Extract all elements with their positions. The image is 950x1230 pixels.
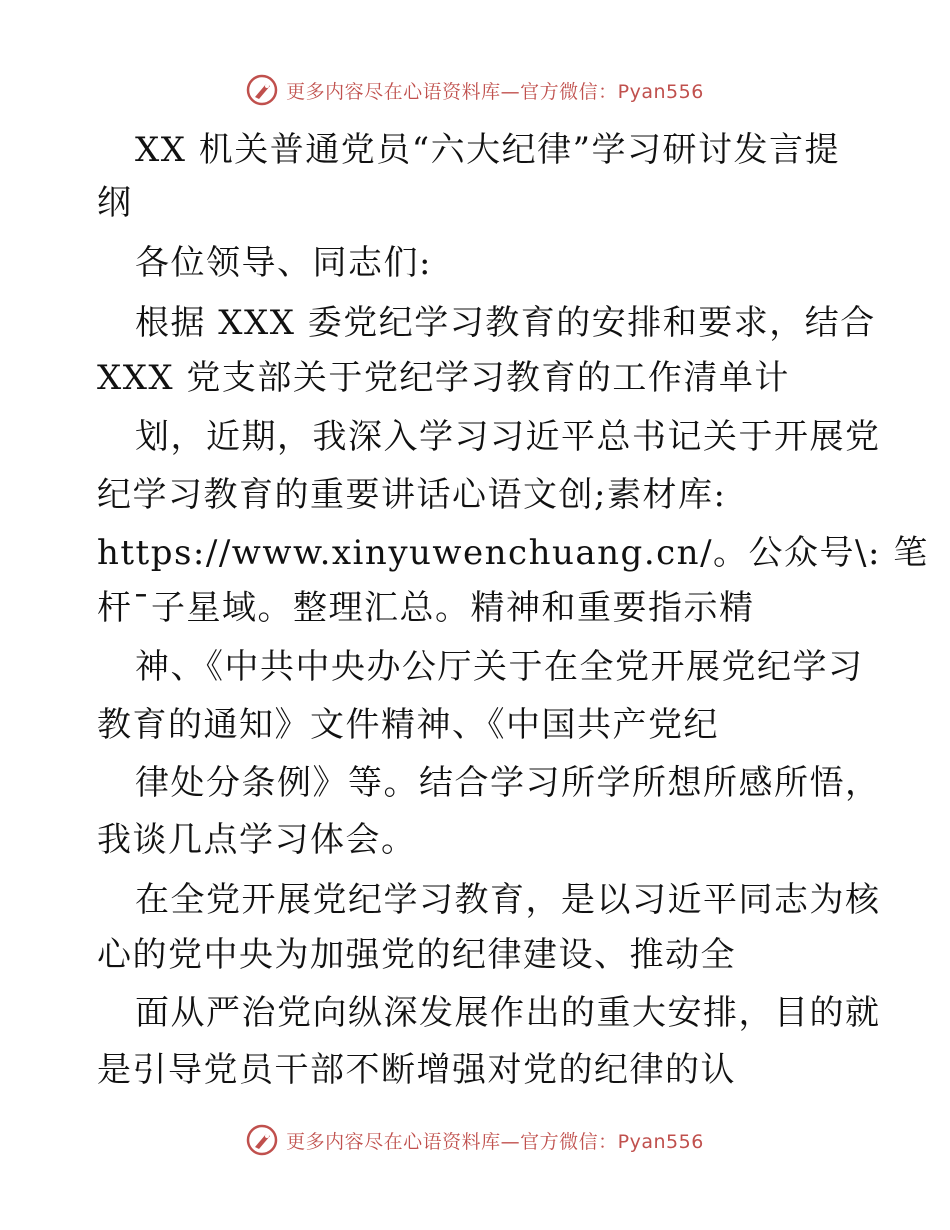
header-banner <box>0 70 950 110</box>
paragraph-line: 心的党中央为加强党的纪律建设、推动全 <box>97 935 736 975</box>
paragraph-line: 在全党开展党纪学习教育，是以习近平同志为核 <box>135 880 881 920</box>
paragraph-line: 是引导党员干部不断增强对党的纪律的认 <box>97 1050 736 1090</box>
paragraph-line: 教育的通知》文件精神、《中国共产党纪 <box>97 705 719 745</box>
paragraph-line: 根据 XXX 委党纪学习教育的安排和要求，结合 <box>135 303 876 343</box>
paragraph-line: 神、《中共中央办公厅关于在全党开展党纪学习 <box>135 647 864 687</box>
paragraph-line: 划，近期，我深入学习习近平总书记关于开展党 <box>135 417 881 457</box>
footer-banner <box>0 1120 950 1160</box>
paragraph-line: 面从严治党向纵深发展作出的重大安排，目的就 <box>135 993 881 1033</box>
document-title-line-2: 纲 <box>97 183 133 223</box>
paragraph-line: 律处分条例》等。结合学习所学所想所感所悟， <box>135 763 881 803</box>
pen-nib-icon <box>246 1124 278 1156</box>
paragraph-line: 纪学习教育的重要讲话心语文创;素材库: <box>97 475 727 515</box>
pen-nib-icon <box>246 74 278 106</box>
paragraph-line: 杆¯子星域。整理汇总。精神和重要指示精 <box>97 588 755 628</box>
salutation: 各位领导、同志们: <box>135 243 432 283</box>
document-title-line-1: XX 机关普通党员“六大纪律”学习研讨发言提 <box>135 130 840 170</box>
header-banner-text: 更多内容尽在心语资料库—官方微信：Pyan556 <box>286 80 704 103</box>
paragraph-line: 我谈几点学习体会。 <box>97 820 417 860</box>
footer-banner-text: 更多内容尽在心语资料库—官方微信：Pyan556 <box>286 1130 704 1153</box>
paragraph-line: https://www.xinyuwenchuang.cn/。公众号\: 笔 <box>97 533 929 573</box>
paragraph-line: XXX 党支部关于党纪学习教育的工作清单计 <box>97 358 790 398</box>
